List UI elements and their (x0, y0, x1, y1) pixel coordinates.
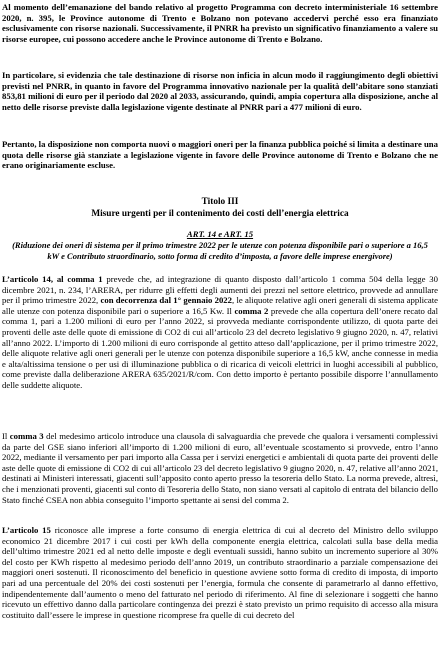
text-segment: prevede che alla copertura dell’onere recato dal comma 1, pari a 1.200 milioni di euro per l’anno 2022, si provveda mediante corrispondente utilizzo, di quota parte dei proventi delle aste delle quote di emissione di CO2 di cui all’articolo 23 del decreto legislativo 9 giugno 2020, n. 47, relativi all’anno 2022. L’importo di 1.200 milioni di euro corrisponde al gettito atteso dall’applicazione, per il primo trimestre 2022, delle aliquote relative agli oneri generali per le utenze con potenza disponibile superiore a 16,5 kW, anche connesse in media e alta/altissima tensione o per usi di illuminazione pubblica o di ricarica di veicoli elettrici in luoghi accessibili al pubblico, come previste dalla deliberazione ARERA 635/2021/R/com. Con detto importo è pertanto possibile disporre l’annullamento delle suddette aliquote. (2, 305, 438, 390)
text-comma-2: comma 2 (234, 305, 269, 316)
text-segment: , le aliquote relative agli oneri generali di sistema applicate alle utenze con potenza disponibile pari o superiore a 16,5 Kw. Il (2, 295, 438, 316)
paragraph-bando: Al momento dell’emanazione del bando relativo al progetto Programma con decreto interministeriale 16 settembre 2020, n. 395, le Province autonome di Trento e Bolzano non potevano accedervi perché esso era finanziato esclusivamente con risorse nazionali. Successivamente, il PNRR ha previsto un significativo finanziamento a valere su risorse europee, cui possono accedere anche le Province autonome di Trento e Bolzano. (2, 2, 438, 44)
text-articolo-15: L’articolo 15 (2, 525, 51, 535)
paragraph-articolo-15 (2, 525, 438, 620)
text-segment: prevede che, ad integrazione di quanto disposto dall’articolo 1 comma 504 della legge 30 dicembre 2021, n. 234, l’ARERA, per ridurre gli effetti degli aumenti dei prezzi nel settore elettrico, provvede ad annullare per il primo trimestre 2022, (2, 274, 438, 306)
text-comma-3: comma 3 (9, 431, 44, 441)
text-segment: riconosce alle imprese a forte consumo di energia elettrica di cui al decreto del Ministro dello sviluppo economico 21 dicembre 2017 i cui costi per kWh della componente energia elettrica, calcolati sulla base della media dell’ultimo trimestre 2021 ed al netto delle imposte e degli eventuali sussidi, hanno subito un incremento superiore al 30% del costo per KWh rispetto al medesimo periodo dell’anno 2019, un contributo straordinario a parziale compensazione dei maggiori oneri sostenuti. Il riconoscimento del beneficio in questione avviene sotto forma di credito di imposta, di importo pari ad una percentuale del 20% dei costi sostenuti per l’energia, formula che consente di parametrarlo al danno effettivo, indipendentemente dall’aumento o meno del fatturato nel periodo di riferimento. Al fine di selezionare i soggetti che hanno ricevuto un effettivo danno dalla particolare contingenza dei prezzi è stato previsto un primo requisito di accesso alla misura costituito dall’essere le imprese in questione ricomprese fra quelle di cui decreto del (2, 525, 439, 620)
paragraph-articolo-14 (2, 274, 438, 391)
text-articolo-14-comma-1: L’articolo 14, al comma 1 (2, 274, 103, 284)
article-heading: ART. 14 e ART. 15 (186, 229, 254, 239)
title-heading: Misure urgenti per il contenimento dei costi dell’energia elettrica (91, 209, 349, 219)
text-segment: Il (2, 431, 10, 441)
paragraph-comma-3 (2, 431, 438, 505)
article-subtitle: (Riduzione dei oneri di sistema per il primo trimestre 2022 per le utenze con potenza disponibile pari o superiore a 16,5 kW e Contributo straordinario, sotto forma di credito d’imposta, a favore delle imprese energivore) (12, 240, 428, 261)
text-segment: del medesimo articolo introduce una clausola di salvaguardia che prevede che qualora i versamenti complessivi da parte del GSE siano inferiori all’importo di 1.200 milioni di euro, all’eventuale scostamento si provvede, entro l’anno 2022, mediante il versamento per pari importo alla Cassa per i servizi energetici e ambientali di quota parte dei proventi delle aste delle quote di emissione di CO2 di cui all’articolo 23 del decreto legislativo 9 giugno 2020, n. 47, relative all’anno 2021, destinati ai Ministeri interessati, giacenti sull’apposito conto aperto presso la tesoreria dello Stato. La norma prevede, altresì, che i menzionati proventi, giacenti sul conto di Tesoreria dello Stato, non siano versati al capitolo di entrata del bilancio dello Stato finché CSEA non abbia conseguito l’importo spettante ai sensi del comma 2. (2, 431, 438, 505)
paragraph-destinazione-risorse: In particolare, si evidenzia che tale destinazione di risorse non inficia in alcun modo il raggiungimento degli obiettivi previsti nel PNRR, in quanto in favore del Programma innovativo nazionale per la qualità dell’abitare sono stanziati 853,81 milioni di euro per il periodo dal 2020 al 2033, assicurando, quindi, ampia copertura alla disposizione, anche al netto delle risorse previste dalla legislazione vigente destinate al PNRR pari a 477 milioni di euro. (2, 70, 438, 112)
title-number: Titolo III (201, 197, 239, 207)
text-decorrenza: con decorrenza dal 1° gennaio 2022 (100, 295, 232, 306)
paragraph-pertanto: Pertanto, la disposizione non comporta nuovi o maggiori oneri per la finanza pubblica poiché si limita a destinare una quota delle risorse già stanziate a legislazione vigente in favore delle Province autonome di Trento e Bolzano che ne erano originariamente escluse. (2, 139, 438, 171)
